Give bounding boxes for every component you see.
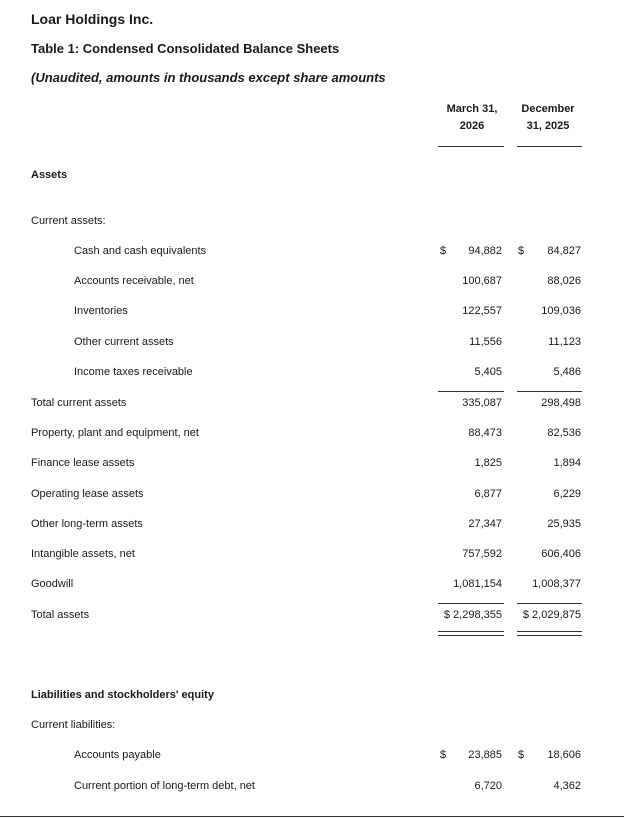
value-march-2026: 1,825 <box>474 457 502 469</box>
currency-symbol: $ <box>440 245 447 257</box>
section-current-assets: Current assets: <box>31 215 106 227</box>
value-december-2025: 25,935 <box>547 518 581 530</box>
value-march-2026: 100,687 <box>462 275 502 287</box>
value-december-2025: 1,894 <box>553 457 581 469</box>
row-label: Accounts payable <box>74 749 161 761</box>
row-label: Operating lease assets <box>31 488 144 500</box>
value-march-2026: 5,405 <box>474 366 502 378</box>
row-label: Total current assets <box>31 397 127 409</box>
value-march-2026: 335,087 <box>462 397 502 409</box>
row-label: Accounts receivable, net <box>74 275 194 287</box>
table-row <box>0 455 624 471</box>
total-double-rule <box>438 631 504 632</box>
section-row <box>0 717 624 733</box>
company-name: Loar Holdings Inc. <box>31 11 154 27</box>
column-header-rule <box>517 146 582 147</box>
total-double-rule <box>438 635 504 636</box>
row-label: Current portion of long-term debt, net <box>74 780 255 792</box>
value-december-2025: 18,606 <box>547 749 581 761</box>
row-label: Intangible assets, net <box>31 548 135 560</box>
value-march-2026: 11,556 <box>469 336 502 348</box>
row-label: Other long-term assets <box>31 518 143 530</box>
section-row <box>0 167 624 183</box>
table-row <box>0 546 624 562</box>
value-march-2026: 27,347 <box>468 518 502 530</box>
column-header-line: December <box>521 103 575 115</box>
row-label: Goodwill <box>31 578 74 590</box>
page-bottom-rule <box>0 816 624 817</box>
column-header-rule <box>438 146 504 147</box>
value-december-2025: 1,008,377 <box>532 578 581 590</box>
value-december-2025: 109,036 <box>541 305 581 317</box>
total-double-rule <box>517 635 582 636</box>
row-label: Total assets <box>31 609 90 621</box>
currency-symbol: $ <box>518 749 525 761</box>
table-title: Table 1: Condensed Consolidated Balance Sheets <box>31 41 340 56</box>
subtotal-rule <box>438 391 504 392</box>
value-december-2025: 84,827 <box>547 245 581 257</box>
section-row <box>0 687 624 703</box>
value-december-2025: 298,498 <box>541 397 581 409</box>
row-label: Inventories <box>74 305 128 317</box>
section-row <box>0 213 624 229</box>
column-header-line: 2026 <box>459 120 485 132</box>
section-assets: Assets <box>31 169 68 181</box>
subtotal-rule <box>517 603 582 604</box>
row-label: Finance lease assets <box>31 457 135 469</box>
value-march-2026: 88,473 <box>468 427 502 439</box>
value-march-2026: 6,720 <box>474 780 502 792</box>
value-march-2026: 1,081,154 <box>453 578 502 590</box>
column-header-line: 31, 2025 <box>526 120 570 132</box>
table-row <box>0 778 624 794</box>
value-march-2026: 6,877 <box>474 488 502 500</box>
value-march-2026: 757,592 <box>462 548 502 560</box>
currency-symbol: $ <box>518 245 525 257</box>
value-december-2025: 606,406 <box>541 548 581 560</box>
value-december-2025: 82,536 <box>547 427 581 439</box>
section-current-liabilities: Current liabilities: <box>31 719 116 731</box>
value-december-2025: 5,486 <box>553 366 581 378</box>
value-march-2026: 122,557 <box>462 305 502 317</box>
table-row <box>0 576 624 592</box>
table-subtitle: (Unaudited, amounts in thousands except share amounts <box>31 70 386 85</box>
value-december-2025: 88,026 <box>547 275 581 287</box>
row-label: Other current assets <box>74 336 174 348</box>
subtotal-rule <box>517 391 582 392</box>
table-row <box>0 747 624 763</box>
table-row <box>0 303 624 319</box>
table-row <box>0 395 624 411</box>
column-header-march-2026 <box>437 101 507 135</box>
table-row <box>0 334 624 350</box>
table-row <box>0 516 624 532</box>
column-header-line: March 31, <box>446 103 498 115</box>
value-december-2025: 4,362 <box>553 780 581 792</box>
table-row <box>0 364 624 380</box>
table-row <box>0 243 624 259</box>
section-liabilities-equity: Liabilities and stockholders' equity <box>31 689 214 701</box>
row-label: Income taxes receivable <box>74 366 193 378</box>
column-header-december-2025 <box>513 101 583 135</box>
subtotal-rule <box>438 603 504 604</box>
value-december-2025: 11,123 <box>548 336 581 348</box>
row-label: Cash and cash equivalents <box>74 245 207 257</box>
table-row <box>0 607 624 623</box>
table-row <box>0 273 624 289</box>
row-label: Property, plant and equipment, net <box>31 427 199 439</box>
value-march-2026: 23,885 <box>468 749 502 761</box>
value-march-2026: $ 2,298,355 <box>443 609 502 621</box>
value-march-2026: 94,882 <box>468 245 502 257</box>
currency-symbol: $ <box>440 749 447 761</box>
value-december-2025: 6,229 <box>553 488 581 500</box>
total-double-rule <box>517 631 582 632</box>
table-row <box>0 425 624 441</box>
table-row <box>0 486 624 502</box>
value-december-2025: $ 2,029,875 <box>522 609 581 621</box>
